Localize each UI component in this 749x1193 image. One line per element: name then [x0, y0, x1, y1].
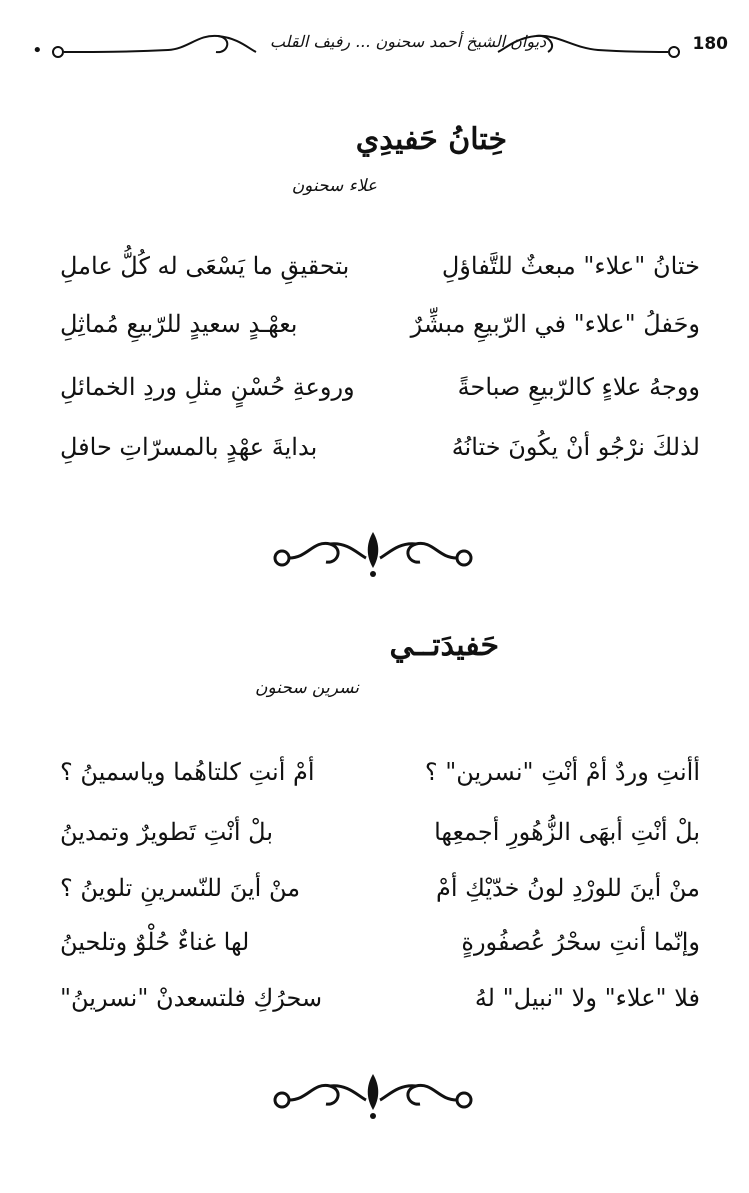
poem-author-2: نسرين سحنون — [255, 678, 359, 698]
header-bullet: • — [32, 40, 43, 61]
poem-author-1: علاء سحنون — [291, 176, 377, 196]
verse-second-hemistich: بلْ أنْتِ تَطويرٌ وتمدينُ — [60, 818, 274, 846]
verse-first-hemistich: وحَفلُ "علاء" في الرّبيعِ مبشِّرٌ — [410, 310, 700, 338]
verse-first-hemistich: بلْ أنْتِ أبهَى الزُّهُورِ أجمعِها — [434, 818, 700, 846]
verse-second-hemistich: منْ أينَ للنّسرينِ تلوينُ ؟ — [60, 874, 301, 902]
verse-second-hemistich: بعهْـدٍ سعيدٍ للرّبيعِ مُماثِلِ — [60, 310, 298, 338]
ornament-divider — [268, 528, 478, 578]
verse-first-hemistich: ووجهُ علاءٍ كالرّبيعِ صباحةً — [457, 373, 700, 401]
verse-line — [60, 252, 700, 304]
verse-line — [60, 310, 700, 362]
verse-line — [60, 874, 700, 926]
verse-second-hemistich: بتحقيقِ ما يَسْعَى له كُلُّ عاملِ — [60, 252, 350, 280]
verse-line — [60, 433, 700, 485]
page-header — [28, 24, 728, 70]
ornament-divider — [268, 1070, 478, 1120]
verse-second-hemistich: بدايةَ عهْدٍ بالمسرّاتِ حافلِ — [60, 433, 318, 461]
verse-first-hemistich: ختانُ "علاء" مبعثٌ للتَّفاؤلِ — [441, 252, 700, 280]
verse-line — [60, 818, 700, 870]
verse-line — [60, 758, 700, 810]
verse-first-hemistich: وإنّما أنتِ سحْرُ عُصفُورةٍ — [461, 928, 700, 956]
verse-first-hemistich: لذلكَ نرْجُو أنْ يكُونَ ختانُهُ — [451, 433, 700, 461]
verse-line — [60, 373, 700, 425]
verse-second-hemistich: أمْ أنتِ كلتاهُما وياسمينُ ؟ — [60, 758, 315, 786]
running-header-title: ديوان الشيخ أحمد سحنون ... رفيف القلب — [269, 32, 547, 51]
verse-line — [60, 928, 700, 980]
verse-first-hemistich: منْ أينَ للورْدِ لونُ خدّيْكِ أمْ — [435, 874, 700, 902]
verse-second-hemistich: لها غناءٌ حُلْوٌ وتلحينُ — [60, 928, 250, 956]
verse-line — [60, 984, 700, 1036]
verse-first-hemistich: فلا "علاء" ولا "نبيل" لهُ — [474, 984, 700, 1012]
verse-second-hemistich: وروعةِ حُسْنٍ مثلِ وردِ الخمائلِ — [60, 373, 355, 401]
poem-title-2: حَفيدَتــي — [389, 628, 499, 663]
page-number: 180 — [692, 34, 728, 54]
verse-second-hemistich: سحرُكِ فلتسعدنْ "نسرينُ" — [60, 984, 323, 1012]
poem-title-1: خِتانُ حَفيدِي — [355, 122, 507, 157]
verse-first-hemistich: أأنتِ وردٌ أمْ أنْتِ "نسرين" ؟ — [424, 758, 700, 786]
